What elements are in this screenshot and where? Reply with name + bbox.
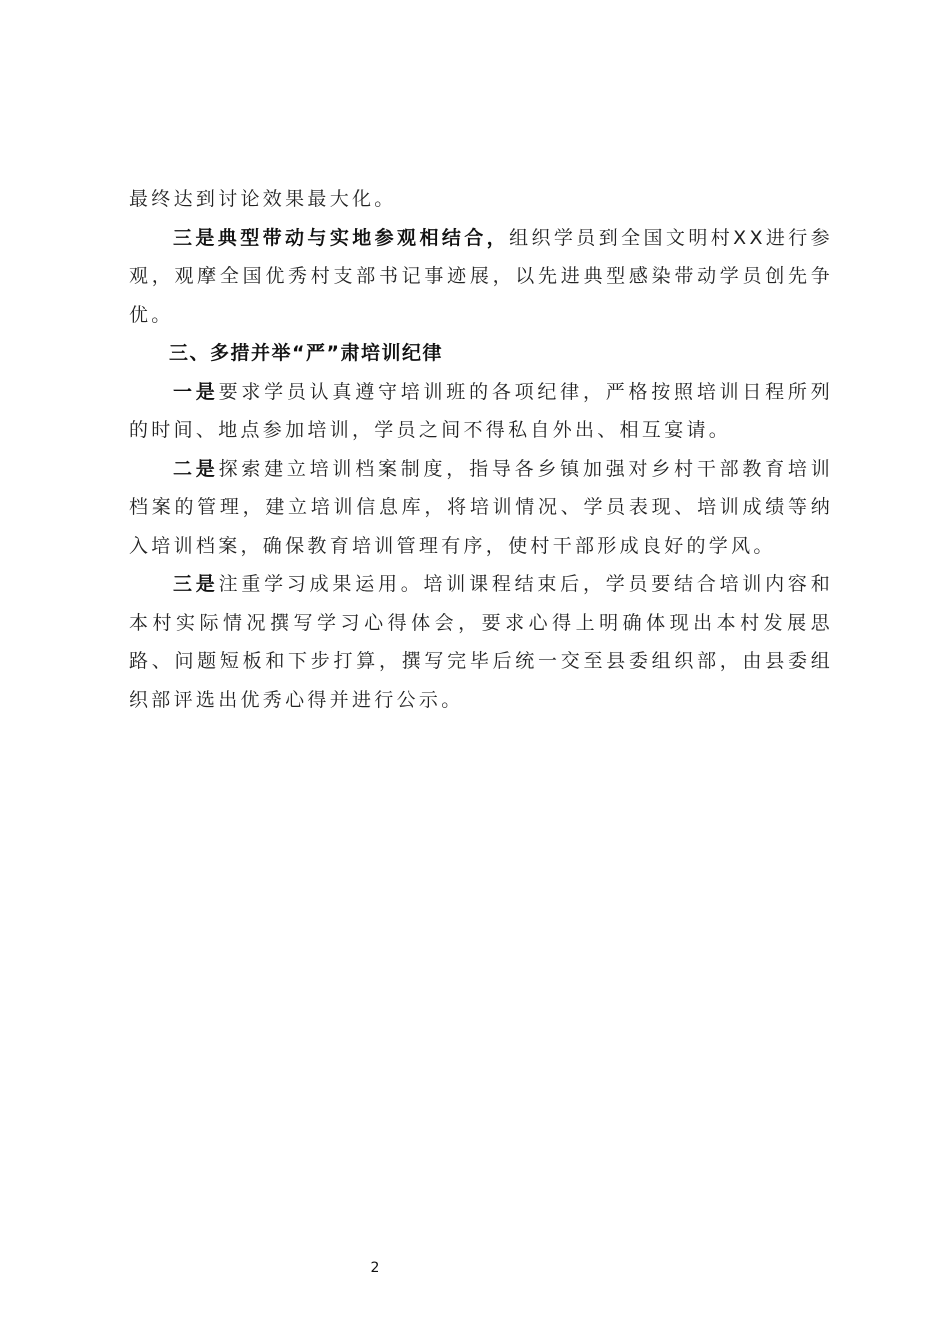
paragraph-point-three bbox=[129, 565, 833, 719]
paragraph-lead: 一是 bbox=[173, 380, 219, 403]
paragraph-lead: 二是 bbox=[173, 457, 219, 480]
paragraph-lead: 三是典型带动与实地参观相结合， bbox=[173, 226, 510, 249]
section-heading: 三、多措并举“严”肃培训纪律 bbox=[169, 342, 443, 364]
paragraph-text: 最终达到讨论效果最大化。 bbox=[129, 188, 397, 210]
paragraph-lead: 三是 bbox=[173, 573, 219, 595]
paragraph-typical-example bbox=[129, 219, 833, 335]
paragraph-text: 要求学员认真遵守培训班的各项纪律，严格按照培训日程所列的时间、地点参加培训，学员之间不得私自外出、相互宴请。 bbox=[129, 380, 833, 441]
paragraph-point-one bbox=[129, 373, 833, 450]
paragraph-point-two bbox=[129, 450, 833, 566]
paragraph-text: 组织学员到全国文明村XX进行参观，观摩全国优秀村支部书记事迹展，以先进典型感染带动学员创先争优。 bbox=[129, 226, 833, 326]
paragraph-text: 探索建立培训档案制度，指导各乡镇加强对乡村干部教育培训档案的管理，建立培训信息库，将培训情况、学员表现、培训成绩等纳入培训档案，确保教育培训管理有序，使村干部形成良好的学风。 bbox=[129, 457, 833, 557]
paragraph-continuation bbox=[129, 180, 833, 219]
document-body bbox=[129, 180, 833, 719]
page-number: 2 bbox=[370, 1260, 380, 1276]
paragraph-text: 注重学习成果运用。培训课程结束后，学员要结合培训内容和本村实际情况撰写学习心得体会，要求心得上明确体现出本村发展思路、问题短板和下步打算，撰写完毕后统一交至县委组织部，由县委组织部评选出优秀心得并进行公示。 bbox=[129, 573, 833, 711]
